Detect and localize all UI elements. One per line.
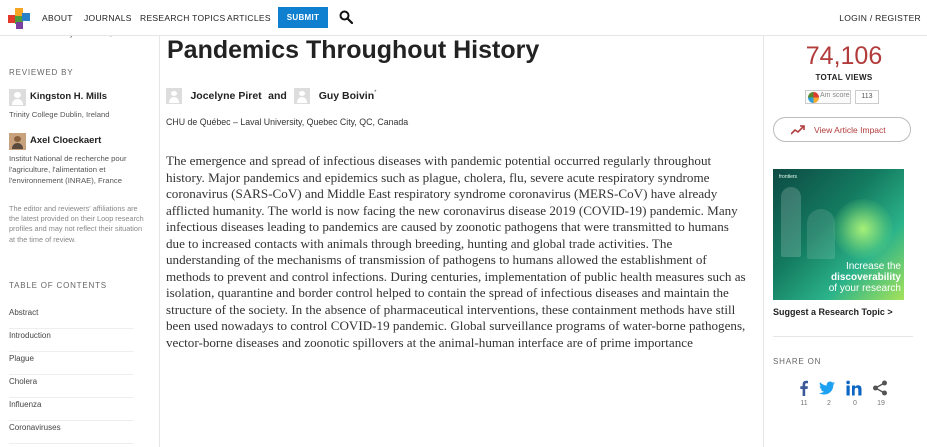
linkedin-share-count: 0 [853, 400, 857, 407]
twitter-share-count: 2 [827, 400, 831, 407]
reviewer-affiliation: Institut National de recherche pour l'agriculture, l'alimentation et l'environnement (INRAE), France [9, 154, 127, 185]
top-navigation [0, 0, 927, 36]
nav-articles[interactable]: ARTICLES [227, 13, 271, 23]
author-name[interactable] [319, 90, 377, 102]
right-sidebar [763, 36, 927, 447]
promo-brand: frontiers [779, 174, 798, 180]
reviewer-name[interactable]: Kingston H. Mills [30, 91, 108, 102]
avatar [9, 89, 26, 106]
search-icon[interactable] [339, 10, 353, 24]
altmetric-logo [805, 90, 851, 104]
share-icon[interactable] [872, 380, 888, 396]
facebook-share-count: 11 [800, 400, 808, 407]
author-list [166, 87, 376, 105]
toc-item-influenza[interactable]: Influenza [9, 398, 133, 421]
corresponding-author-mark: * [374, 89, 377, 96]
reviewed-by-heading: REVIEWED BY [9, 68, 74, 77]
left-sidebar [0, 36, 160, 447]
twitter-icon[interactable] [819, 380, 835, 396]
toc-item-cholera[interactable]: Cholera [9, 375, 133, 398]
author-affiliation: CHU de Québec – Laval University, Quebec City, QC, Canada [166, 117, 409, 127]
altmetric-badge[interactable] [805, 90, 879, 104]
author-separator: and [268, 89, 287, 102]
promo-line: of your research [828, 283, 901, 294]
login-register-link[interactable]: LOGIN / REGISTER [839, 13, 921, 23]
abstract-text: The emergence and spread of infectious diseases with pandemic potential occurred regularly throughout history. Major pandemics and epidemics such as plague, cholera, flu, severe acute respiratory syndrome coronavirus (SARS-CoV) and Middle East respiratory syndrome coronavirus (MERS-CoV) have already afflicted humanity. The world is now facing the new coronavirus disease 2019 (COVID-19) pandemic. Many infectious diseases leading to pandemics are caused by zoonotic pathogens that were transmitted to humans due to increased contacts with animals through breeding, hunting and global trade activities. The understanding of the mechanisms of transmission of pathogens to humans allowed the establishment of methods to prevent and control infections. During centuries, implementation of public health measures such as isolation, quarantine and border control helped to contain the spread of infectious diseases and maintain the structure of the society. In the absence of pharmaceutical interventions, these containment methods have still been used nowadays to control COVID-19 pandemic. Global surveillance programs of water-borne pathogens, vector-borne diseases and zoonotic spillovers at the animal-human interface are of prime importance [166, 153, 746, 351]
nav-about[interactable]: ABOUT [42, 13, 73, 23]
author-name-text: Guy Boivin [318, 89, 375, 102]
share-total-count: 19 [877, 400, 885, 407]
frontiers-logo-icon[interactable] [8, 7, 30, 29]
toc-item-introduction[interactable]: Introduction [9, 329, 133, 352]
promo-banner[interactable] [773, 169, 904, 300]
promo-image-shape [807, 209, 835, 259]
suggest-research-topic-link[interactable]: Suggest a Research Topic > [773, 307, 893, 317]
promo-text [777, 261, 901, 294]
article-title: Pandemics Throughout History [167, 36, 540, 64]
reviewer-disclaimer: The editor and reviewers' affiliations are the latest provided on their Loop research profiles and may not reflect their situation at the time of review. [9, 204, 144, 244]
divider [773, 336, 913, 337]
promo-image-glow [833, 199, 893, 259]
reviewer-affiliation: Trinity College Dublin, Ireland [9, 110, 110, 119]
toc-heading: TABLE OF CONTENTS [9, 281, 107, 290]
author-name[interactable]: Jocelyne Piret [190, 89, 262, 102]
avatar [9, 133, 26, 150]
altmetric-donut-icon [808, 92, 819, 103]
linkedin-icon[interactable] [846, 380, 862, 396]
promo-line-bold: discoverability [830, 272, 901, 283]
toc-item-plague[interactable]: Plague [9, 352, 133, 375]
promo-line-strong [777, 272, 901, 283]
impact-button-label: View Article Impact [814, 125, 886, 135]
altmetric-text: Am score [820, 92, 850, 99]
toc-item-abstract[interactable]: Abstract [9, 306, 133, 329]
avatar [294, 88, 310, 104]
view-article-impact-button[interactable] [773, 117, 911, 142]
promo-image-shape [781, 187, 801, 257]
trend-chart-icon [791, 125, 805, 135]
nav-research-topics[interactable]: RESEARCH TOPICS [140, 13, 226, 23]
share-heading: SHARE ON [773, 357, 822, 366]
submit-button[interactable]: SUBMIT [278, 7, 328, 28]
toc-item-coronaviruses[interactable]: Coronaviruses [9, 421, 133, 444]
reviewer-name[interactable]: Axel Cloeckaert [30, 135, 102, 146]
facebook-icon[interactable] [796, 380, 812, 396]
nav-journals[interactable]: JOURNALS [84, 13, 132, 23]
total-views-label: TOTAL VIEWS [815, 73, 873, 82]
promo-line: Increase the [845, 261, 901, 272]
altmetric-score: 113 [855, 90, 879, 104]
avatar [166, 88, 182, 104]
total-views-count: 74,106 [805, 42, 883, 70]
